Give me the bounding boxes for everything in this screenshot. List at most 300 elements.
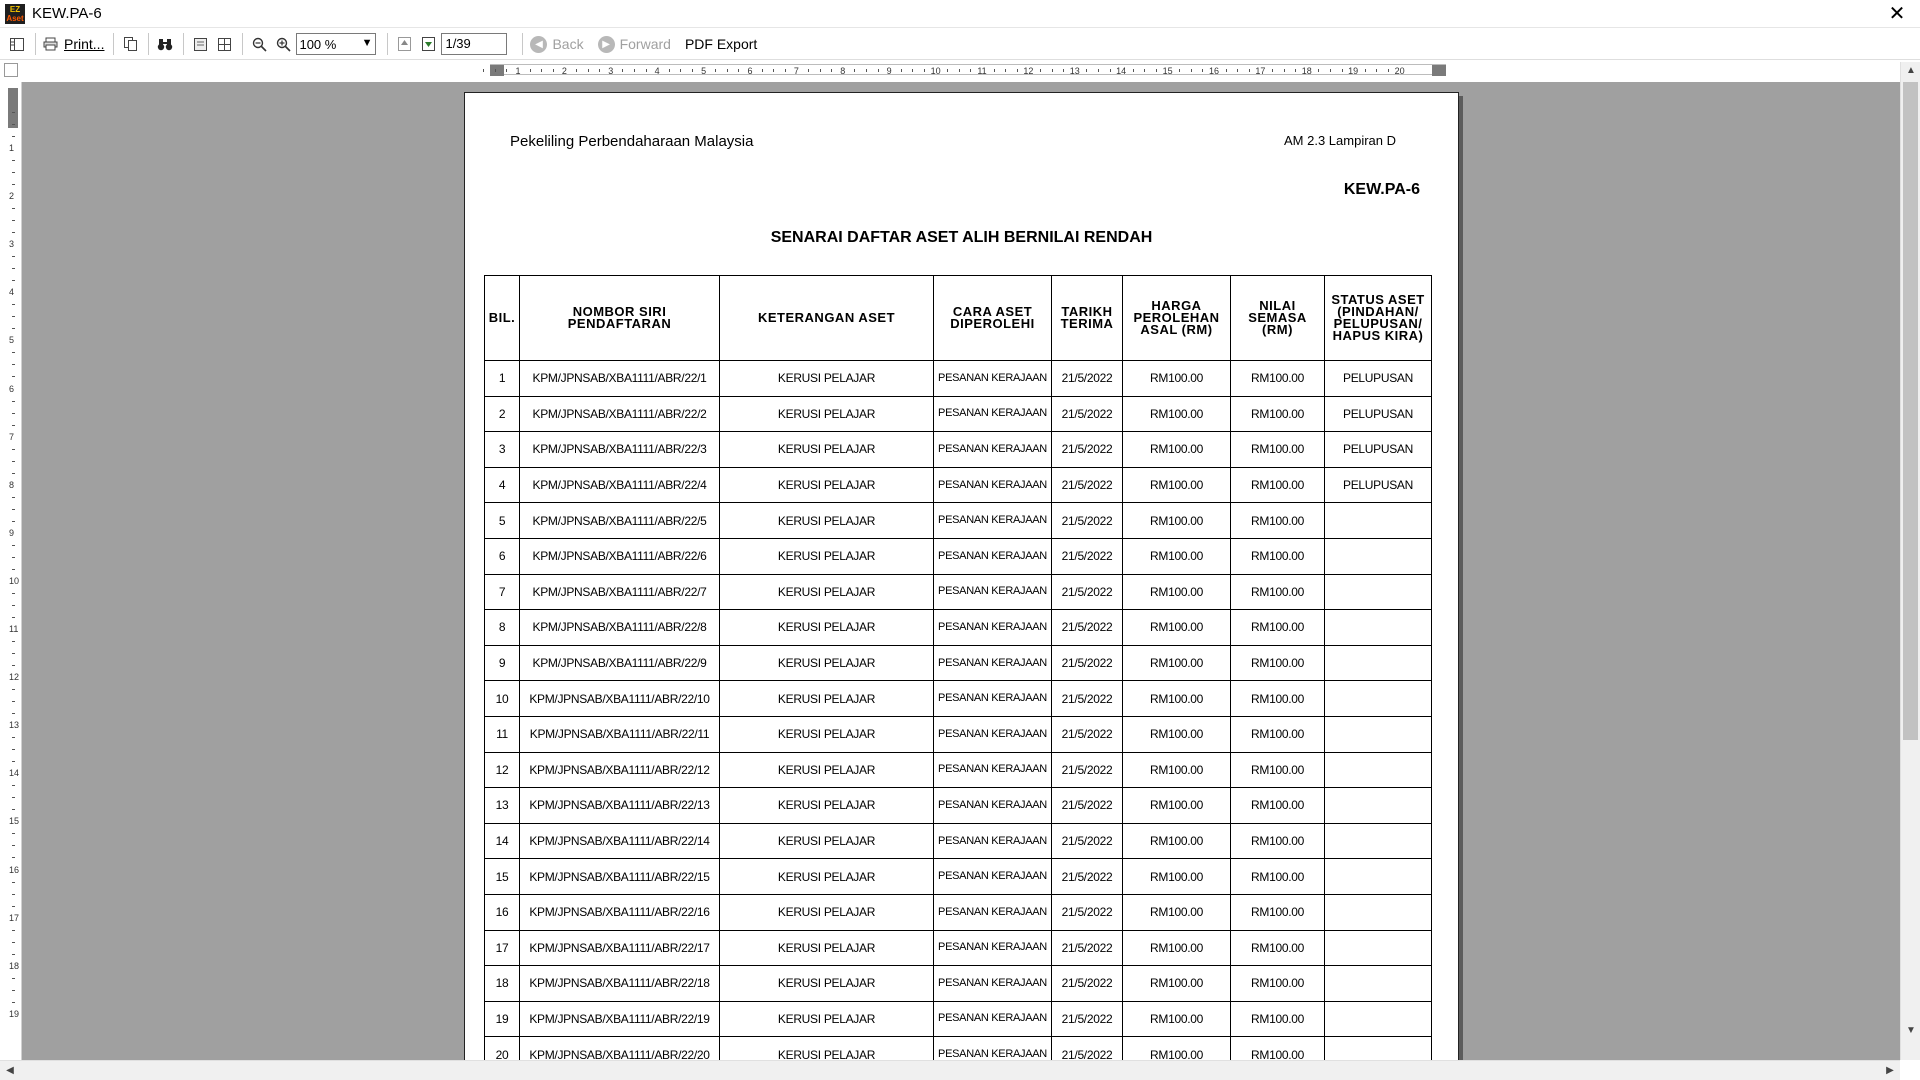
cell-keterangan: KERUSI PELAJAR (720, 894, 934, 930)
ruler-mark: 11 (977, 66, 987, 76)
cell-keterangan: KERUSI PELAJAR (720, 645, 934, 681)
preview-workspace[interactable] (22, 82, 1900, 1060)
cell-keterangan: KERUSI PELAJAR (720, 823, 934, 859)
cell-no-siri: KPM/JPNSAB/XBA1111/ABR/22/18 (520, 966, 720, 1002)
cell-harga: RM100.00 (1123, 467, 1231, 503)
ruler-tick (12, 280, 15, 281)
ruler-tick (1110, 69, 1111, 72)
ruler-mark: 8 (9, 479, 15, 490)
ruler-tick (12, 761, 15, 762)
cell-status (1325, 538, 1432, 574)
cell-no-siri: KPM/JPNSAB/XBA1111/ABR/22/6 (520, 538, 720, 574)
ruler-tick (12, 184, 15, 185)
ruler-mark: 7 (793, 66, 799, 76)
ruler-tick (12, 376, 15, 377)
cell-tarikh: 21/5/2022 (1052, 716, 1123, 752)
page-down-icon (422, 37, 435, 51)
outline-toggle-button[interactable] (6, 32, 28, 56)
cell-status: PELUPUSAN (1325, 467, 1432, 503)
cell-no-siri: KPM/JPNSAB/XBA1111/ABR/22/5 (520, 503, 720, 539)
vertical-scroll-thumb[interactable] (1903, 82, 1918, 740)
zoom-select[interactable] (296, 33, 376, 55)
ruler-tick (12, 461, 15, 462)
cell-no-siri: KPM/JPNSAB/XBA1111/ABR/22/1 (520, 361, 720, 397)
cell-nilai: RM100.00 (1231, 396, 1325, 432)
ruler-tick (1202, 69, 1203, 72)
back-button[interactable] (528, 32, 585, 56)
cell-keterangan: KERUSI PELAJAR (720, 752, 934, 788)
ruler-tick (12, 521, 15, 522)
ruler-tick (1272, 69, 1273, 72)
ruler-mark: 16 (1208, 66, 1220, 76)
cell-keterangan: KERUSI PELAJAR (720, 538, 934, 574)
cell-nilai: RM100.00 (1231, 716, 1325, 752)
ruler-tick (738, 69, 739, 72)
cell-tarikh: 21/5/2022 (1052, 538, 1123, 574)
cell-keterangan: KERUSI PELAJAR (720, 574, 934, 610)
cell-nilai: RM100.00 (1231, 538, 1325, 574)
cell-keterangan: KERUSI PELAJAR (720, 930, 934, 966)
ruler-tick (12, 990, 15, 991)
cell-cara: PESANAN KERAJAAN (934, 716, 1052, 752)
window-title: KEW.PA-6 (32, 5, 102, 22)
cell-tarikh: 21/5/2022 (1052, 930, 1123, 966)
cell-keterangan: KERUSI PELAJAR (720, 716, 934, 752)
cell-tarikh: 21/5/2022 (1052, 467, 1123, 503)
cell-bil: 11 (485, 716, 520, 752)
ruler-tick (12, 557, 15, 558)
ruler-tick (1133, 69, 1134, 72)
cell-cara: PESANAN KERAJAAN (934, 574, 1052, 610)
table-row (485, 432, 1432, 468)
cell-keterangan: KERUSI PELAJAR (720, 396, 934, 432)
ruler-tick (854, 69, 855, 72)
ruler-tick (1330, 69, 1331, 72)
cell-status (1325, 645, 1432, 681)
ruler-mark: 11 (9, 624, 19, 634)
ruler-tick (1052, 69, 1053, 72)
cell-harga: RM100.00 (1123, 503, 1231, 539)
cell-status: PELUPUSAN (1325, 432, 1432, 468)
cell-keterangan: KERUSI PELAJAR (720, 467, 934, 503)
ruler-tick (1249, 69, 1250, 72)
cell-tarikh: 21/5/2022 (1052, 432, 1123, 468)
cell-harga: RM100.00 (1123, 966, 1231, 1002)
cell-harga: RM100.00 (1123, 432, 1231, 468)
document-title: SENARAI DAFTAR ASET ALIH BERNILAI RENDAH (770, 229, 1153, 246)
ruler-tick (483, 69, 484, 72)
cell-bil: 8 (485, 610, 520, 646)
printer-icon (43, 37, 58, 51)
ruler-tick (12, 665, 15, 666)
ruler-tick (1179, 69, 1180, 72)
cell-cara: PESANAN KERAJAAN (934, 681, 1052, 717)
cell-bil: 19 (485, 1001, 520, 1037)
table-row (485, 966, 1432, 1002)
form-code: KEW.PA-6 (1343, 181, 1420, 198)
cell-no-siri: KPM/JPNSAB/XBA1111/ABR/22/9 (520, 645, 720, 681)
ruler-tick (12, 689, 15, 690)
cell-bil: 7 (485, 574, 520, 610)
ruler-tick (12, 833, 15, 834)
app-logo-icon: EZ Aset (6, 4, 24, 23)
ruler-tick (669, 69, 670, 72)
cell-tarikh: 21/5/2022 (1052, 681, 1123, 717)
cell-status (1325, 681, 1432, 717)
cell-keterangan: KERUSI PELAJAR (720, 788, 934, 824)
cell-tarikh: 21/5/2022 (1052, 823, 1123, 859)
cell-status: PELUPUSAN (1325, 396, 1432, 432)
ruler-tick (1086, 69, 1087, 72)
ruler-tick (1005, 69, 1006, 72)
ruler-tick (12, 256, 15, 257)
ruler-tick (12, 509, 15, 510)
ruler-tick (12, 124, 15, 125)
table-row (485, 1001, 1432, 1037)
cell-bil: 14 (485, 823, 520, 859)
column-header: HARGA PEROLEHAN ASAL (RM) (1123, 276, 1231, 361)
toolbar-separator (35, 33, 36, 55)
scroll-down-icon[interactable]: ▼ (1906, 1025, 1916, 1036)
scroll-right-icon[interactable]: ▶ (1886, 1065, 1894, 1076)
cell-keterangan: KERUSI PELAJAR (720, 503, 934, 539)
ruler-tick (12, 352, 15, 353)
title-bar (0, 0, 1920, 28)
cell-nilai: RM100.00 (1231, 894, 1325, 930)
ruler-mark: 20 (1394, 66, 1405, 76)
ruler-tick (727, 69, 728, 72)
cell-keterangan: KERUSI PELAJAR (720, 361, 934, 397)
table-row (485, 681, 1432, 717)
zoom-out-button[interactable] (248, 32, 270, 56)
page-number-input[interactable]: 1/39 (441, 33, 507, 55)
cell-status (1325, 716, 1432, 752)
cell-cara: PESANAN KERAJAAN (934, 930, 1052, 966)
toolbar (0, 29, 1920, 60)
page-up-icon (398, 37, 411, 51)
cell-no-siri: KPM/JPNSAB/XBA1111/ABR/22/17 (520, 930, 720, 966)
ruler-mark: 12 (1023, 66, 1034, 76)
ruler-tick (12, 232, 15, 233)
cell-status (1325, 752, 1432, 788)
toolbar-separator (387, 33, 388, 55)
ruler-tick (12, 112, 15, 113)
cell-bil: 20 (485, 1037, 520, 1060)
cell-cara: PESANAN KERAJAAN (934, 859, 1052, 895)
ruler-tick (12, 605, 15, 606)
pdf-export-button[interactable] (683, 32, 759, 56)
table-header-row (485, 276, 1432, 361)
ruler-tick (878, 69, 879, 72)
next-page-button[interactable] (417, 32, 439, 56)
ruler-tick (12, 364, 15, 365)
cell-bil: 6 (485, 538, 520, 574)
dropdown-arrow-icon: ▼ (361, 37, 373, 49)
ruler-corner (4, 63, 18, 77)
ruler-tick (12, 545, 15, 546)
ruler-tick (12, 160, 15, 161)
cell-no-siri: KPM/JPNSAB/XBA1111/ABR/22/12 (520, 752, 720, 788)
document-page (464, 92, 1459, 1060)
ruler-tick (12, 954, 15, 955)
cell-cara: PESANAN KERAJAAN (934, 966, 1052, 1002)
cell-bil: 16 (485, 894, 520, 930)
ruler-tick (901, 69, 902, 72)
cell-cara: PESANAN KERAJAAN (934, 752, 1052, 788)
ruler-mark: 19 (1348, 66, 1359, 76)
cell-harga: RM100.00 (1123, 930, 1231, 966)
cell-nilai: RM100.00 (1231, 610, 1325, 646)
cell-bil: 13 (485, 788, 520, 824)
column-header: NOMBOR SIRI PENDAFTARAN (520, 276, 720, 361)
cell-bil: 10 (485, 681, 520, 717)
ruler-mark: 12 (9, 672, 20, 683)
table-row (485, 823, 1432, 859)
ruler-tick (1063, 69, 1064, 72)
ruler-tick (12, 569, 15, 570)
cell-nilai: RM100.00 (1231, 574, 1325, 610)
multi-page-icon (218, 38, 231, 51)
column-header: TARIKH TERIMA (1052, 276, 1123, 361)
ruler-tick (12, 1002, 15, 1003)
ruler-tick (12, 713, 15, 714)
ruler-tick (12, 749, 15, 750)
cell-nilai: RM100.00 (1231, 930, 1325, 966)
previous-page-button[interactable] (393, 32, 415, 56)
cell-no-siri: KPM/JPNSAB/XBA1111/ABR/22/3 (520, 432, 720, 468)
cell-status (1325, 574, 1432, 610)
ruler-tick (959, 69, 960, 72)
ruler-tick (12, 425, 15, 426)
cell-no-siri: KPM/JPNSAB/XBA1111/ABR/22/16 (520, 894, 720, 930)
cell-no-siri: KPM/JPNSAB/XBA1111/ABR/22/7 (520, 574, 720, 610)
ruler-tick (692, 69, 693, 72)
ruler-tick (762, 69, 763, 72)
ruler-tick (1156, 69, 1157, 72)
cell-tarikh: 21/5/2022 (1052, 396, 1123, 432)
cell-bil: 17 (485, 930, 520, 966)
ruler-mark: 4 (654, 66, 660, 76)
toolbar-separator (183, 33, 184, 55)
ruler-margin-marker (8, 88, 18, 128)
zoom-out-icon (252, 37, 267, 52)
cell-keterangan: KERUSI PELAJAR (720, 859, 934, 895)
ruler-tick (599, 69, 600, 72)
ruler-tick (680, 69, 681, 72)
cell-harga: RM100.00 (1123, 788, 1231, 824)
cell-tarikh: 21/5/2022 (1052, 610, 1123, 646)
zoom-in-button[interactable] (272, 32, 294, 56)
header-left: Pekeliling Perbendaharaan Malaysia (510, 133, 754, 150)
cell-tarikh: 21/5/2022 (1052, 966, 1123, 1002)
table-row (485, 610, 1432, 646)
ruler-tick (1017, 69, 1018, 72)
ruler-mark: 15 (1162, 66, 1173, 76)
ruler-tick (1365, 69, 1366, 72)
ruler-tick (1237, 69, 1238, 72)
cell-harga: RM100.00 (1123, 716, 1231, 752)
ruler-tick (12, 220, 15, 221)
ruler-tick (12, 136, 15, 137)
cell-harga: RM100.00 (1123, 361, 1231, 397)
ruler-tick (12, 845, 15, 846)
close-window-button[interactable]: ✕ (1888, 3, 1906, 25)
toolbar-separator (242, 33, 243, 55)
ruler-tick (12, 857, 15, 858)
cell-status (1325, 894, 1432, 930)
single-page-button[interactable] (189, 32, 211, 56)
cell-tarikh: 21/5/2022 (1052, 752, 1123, 788)
cell-no-siri: KPM/JPNSAB/XBA1111/ABR/22/2 (520, 396, 720, 432)
vertical-ruler (0, 82, 22, 1060)
pdf-export-label: PDF Export (684, 36, 758, 52)
ruler-mark: 6 (747, 66, 753, 76)
ruler-margin-marker (490, 65, 504, 76)
ruler-mark: 17 (9, 912, 20, 923)
cell-keterangan: KERUSI PELAJAR (720, 966, 934, 1002)
cell-cara: PESANAN KERAJAAN (934, 645, 1052, 681)
ruler-tick (12, 653, 15, 654)
toolbar-separator (522, 33, 523, 55)
cell-harga: RM100.00 (1123, 645, 1231, 681)
cell-no-siri: KPM/JPNSAB/XBA1111/ABR/22/14 (520, 823, 720, 859)
cell-cara: PESANAN KERAJAAN (934, 1037, 1052, 1060)
cell-bil: 4 (485, 467, 520, 503)
ruler-tick (12, 930, 15, 931)
cell-nilai: RM100.00 (1231, 361, 1325, 397)
cell-nilai: RM100.00 (1231, 681, 1325, 717)
toolbar-separator (148, 33, 149, 55)
cell-keterangan: KERUSI PELAJAR (720, 1037, 934, 1060)
cell-harga: RM100.00 (1123, 396, 1231, 432)
cell-bil: 15 (485, 859, 520, 895)
ruler-mark: 5 (9, 335, 15, 346)
ruler-tick (715, 69, 716, 72)
forward-arrow-icon: ▶ (598, 36, 615, 53)
back-arrow-icon: ◀ (530, 36, 547, 53)
ruler-tick (12, 737, 15, 738)
cell-harga: RM100.00 (1123, 752, 1231, 788)
cell-harga: RM100.00 (1123, 1037, 1231, 1060)
cell-harga: RM100.00 (1123, 1001, 1231, 1037)
cell-bil: 3 (485, 432, 520, 468)
header-right: AM 2.3 Lampiran D (1284, 133, 1396, 148)
cell-harga: RM100.00 (1123, 894, 1231, 930)
table-row (485, 1037, 1432, 1060)
ruler-mark: 8 (840, 66, 846, 76)
cell-keterangan: KERUSI PELAJAR (720, 681, 934, 717)
ruler-tick (646, 69, 647, 72)
table-row (485, 930, 1432, 966)
ruler-mark: 6 (9, 383, 15, 394)
cell-cara: PESANAN KERAJAAN (934, 894, 1052, 930)
cell-status (1325, 859, 1432, 895)
copy-button[interactable] (119, 32, 141, 56)
ruler-mark: 7 (9, 431, 15, 442)
cell-status (1325, 610, 1432, 646)
vertical-scrollbar[interactable] (1900, 62, 1920, 1060)
forward-label: Forward (619, 36, 671, 52)
multi-page-button[interactable] (213, 32, 235, 56)
ruler-mark: 18 (9, 960, 20, 971)
ruler-tick (12, 617, 15, 618)
ruler-mark: 10 (930, 66, 941, 76)
cell-no-siri: KPM/JPNSAB/XBA1111/ABR/22/11 (520, 716, 720, 752)
scroll-up-icon[interactable]: ▲ (1906, 65, 1916, 76)
scroll-left-icon[interactable]: ◀ (6, 1065, 14, 1076)
ruler-mark: 9 (9, 527, 15, 538)
table-row (485, 503, 1432, 539)
cell-harga: RM100.00 (1123, 610, 1231, 646)
cell-no-siri: KPM/JPNSAB/XBA1111/ABR/22/4 (520, 467, 720, 503)
ruler-tick (12, 641, 15, 642)
cell-harga: RM100.00 (1123, 859, 1231, 895)
cell-nilai: RM100.00 (1231, 966, 1325, 1002)
cell-keterangan: KERUSI PELAJAR (720, 1001, 934, 1037)
ruler-mark: 3 (9, 239, 15, 250)
horizontal-ruler-scale (490, 64, 1446, 75)
cell-harga: RM100.00 (1123, 681, 1231, 717)
table-row (485, 716, 1432, 752)
ruler-tick (12, 316, 15, 317)
ruler-tick (12, 978, 15, 979)
ruler-margin-marker (1432, 65, 1446, 76)
column-header: NILAI SEMASA (RM) (1231, 276, 1325, 361)
cell-nilai: RM100.00 (1231, 752, 1325, 788)
ruler-tick (576, 69, 577, 72)
ruler-tick (495, 69, 496, 72)
cell-tarikh: 21/5/2022 (1052, 1001, 1123, 1037)
ruler-mark: 14 (9, 768, 20, 779)
column-header: KETERANGAN ASET (720, 276, 934, 361)
ruler-tick (12, 701, 15, 702)
cell-cara: PESANAN KERAJAAN (934, 432, 1052, 468)
binoculars-icon (157, 38, 173, 51)
table-row (485, 788, 1432, 824)
ruler-tick (1098, 69, 1099, 72)
ruler-mark: 2 (9, 191, 15, 202)
cell-status (1325, 930, 1432, 966)
cell-nilai: RM100.00 (1231, 788, 1325, 824)
ruler-tick (12, 797, 15, 798)
cell-bil: 9 (485, 645, 520, 681)
ruler-tick (785, 69, 786, 72)
ruler-tick (1144, 69, 1145, 72)
outline-icon (10, 38, 24, 51)
table-row (485, 396, 1432, 432)
ruler-mark: 19 (9, 1008, 20, 1019)
table-row (485, 752, 1432, 788)
print-button[interactable] (41, 32, 106, 56)
find-button[interactable] (154, 32, 176, 56)
ruler-tick (553, 69, 554, 72)
cell-no-siri: KPM/JPNSAB/XBA1111/ABR/22/13 (520, 788, 720, 824)
toolbar-separator (113, 33, 114, 55)
ruler-tick (12, 785, 15, 786)
table-row (485, 361, 1432, 397)
cell-bil: 5 (485, 503, 520, 539)
horizontal-scrollbar[interactable] (0, 1060, 1900, 1080)
ruler-tick (12, 449, 15, 450)
ruler-tick (947, 69, 948, 72)
cell-nilai: RM100.00 (1231, 859, 1325, 895)
cell-cara: PESANAN KERAJAAN (934, 361, 1052, 397)
cell-tarikh: 21/5/2022 (1052, 574, 1123, 610)
column-header: CARA ASET DIPEROLEHI (934, 276, 1052, 361)
cell-nilai: RM100.00 (1231, 823, 1325, 859)
single-page-icon (194, 38, 207, 51)
forward-button[interactable] (596, 32, 673, 56)
